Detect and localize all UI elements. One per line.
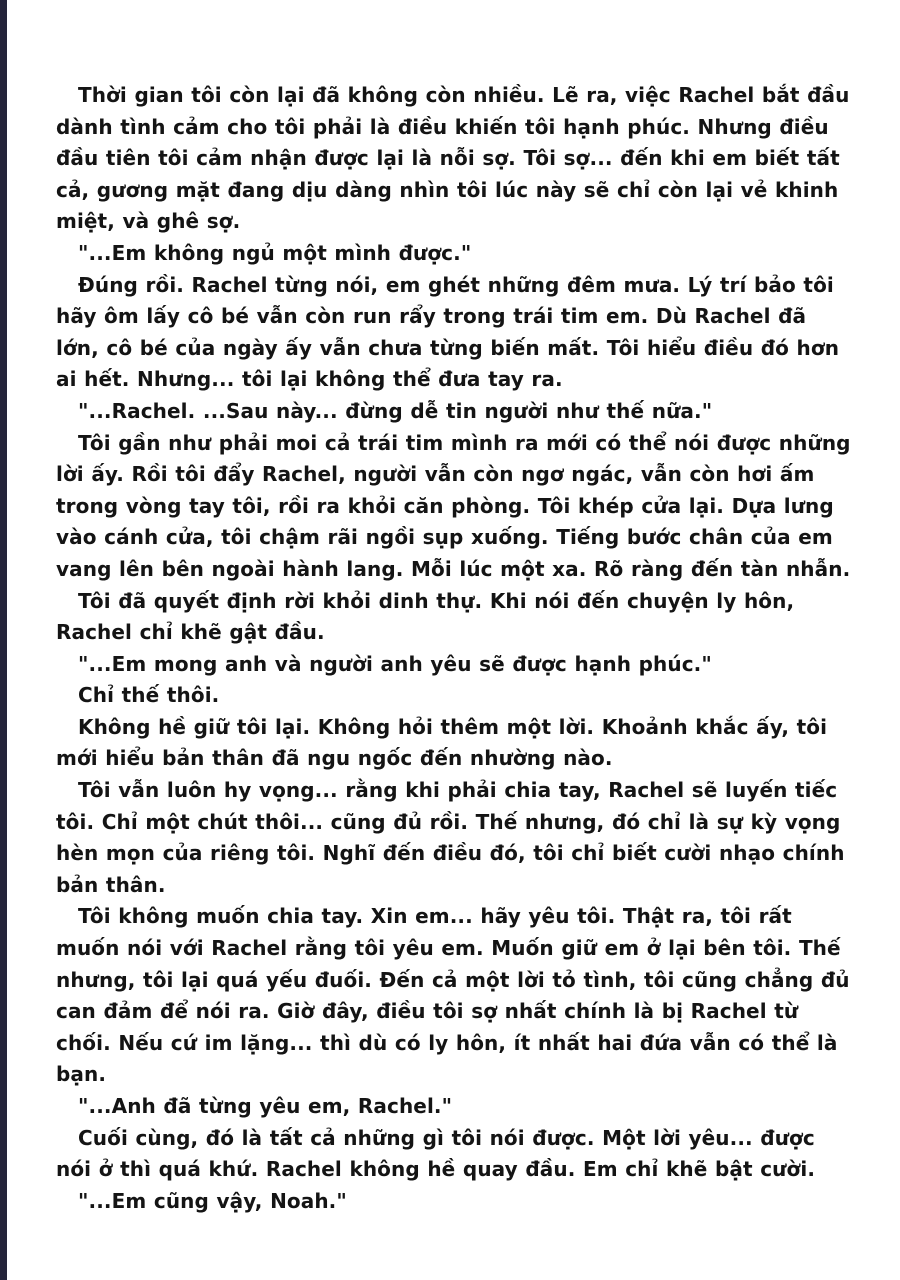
paragraph: Tôi đã quyết định rời khỏi dinh thự. Khi nói đến chuyện ly hôn, Rachel chỉ khẽ gật đầu. bbox=[56, 588, 795, 645]
dialogue-line: "...Em cũng vậy, Noah." bbox=[78, 1188, 347, 1213]
dialogue-line: "...Em mong anh và người anh yêu sẽ được hạnh phúc." bbox=[78, 651, 712, 676]
paragraph: Tôi không muốn chia tay. Xin em... hãy yêu tôi. Thật ra, tôi rất muốn nói với Rachel rằng tôi yêu em. Muốn giữ em ở lại bên tôi. Thế nhưng, tôi lại quá yếu đuối. Đến cả một lời tỏ tình, tôi cũng chẳng đủ can đảm để nói ra. Giờ đây, điều tôi sợ nhất chính là bị Rachel từ chối. Nếu cứ im lặng... thì dù có ly hôn, ít nhất hai đứa vẫn có thể là bạn. bbox=[56, 904, 850, 1087]
paragraph: Đúng rồi. Rachel từng nói, em ghét những đêm mưa. Lý trí bảo tôi hãy ôm lấy cô bé vẫn còn run rẩy trong trái tim em. Dù Rachel đã lớn, cô bé của ngày ấy vẫn chưa từng biến mất. Tôi hiểu điều đó hơn ai hết. Nhưng... tôi lại không thể đưa tay ra. bbox=[56, 272, 840, 392]
paragraph: Không hề giữ tôi lại. Không hỏi thêm một lời. Khoảnh khắc ấy, tôi mới hiểu bản thân đã ngu ngốc đến nhường nào. bbox=[56, 714, 828, 771]
story-text-page bbox=[56, 80, 856, 1217]
paragraph: Thời gian tôi còn lại đã không còn nhiều. Lẽ ra, việc Rachel bắt đầu dành tình cảm cho tôi phải là điều khiến tôi hạnh phúc. Nhưng điều đầu tiên tôi cảm nhận được lại là nỗi sợ. Tôi sợ... đến khi em biết tất cả, gương mặt đang dịu dàng nhìn tôi lúc này sẽ chỉ còn lại vẻ khinh miệt, và ghê sợ. bbox=[56, 83, 850, 234]
paragraph: Tôi gần như phải moi cả trái tim mình ra mới có thể nói được những lời ấy. Rồi tôi đẩy Rachel, người vẫn còn ngơ ngác, vẫn còn hơi ấm trong vòng tay tôi, rồi ra khỏi căn phòng. Tôi khép cửa lại. Dựa lưng vào cánh cửa, tôi chậm rãi ngồi sụp xuống. Tiếng bước chân của em vang lên bên ngoài hành lang. Mỗi lúc một xa. Rõ ràng đến tàn nhẫn. bbox=[56, 430, 851, 581]
dialogue-line: "...Rachel. ...Sau này... đừng dễ tin người như thế nữa." bbox=[78, 398, 713, 423]
paragraph: Tôi vẫn luôn hy vọng... rằng khi phải chia tay, Rachel sẽ luyến tiếc tôi. Chỉ một chút thôi... cũng đủ rồi. Thế nhưng, đó chỉ là sự kỳ vọng hèn mọn của riêng tôi. Nghĩ đến điều đó, tôi chỉ biết cười nhạo chính bản thân. bbox=[56, 778, 845, 897]
dialogue-line: "...Em không ngủ một mình được." bbox=[78, 240, 472, 265]
paragraph: Cuối cùng, đó là tất cả những gì tôi nói được. Một lời yêu... được nói ở thì quá khứ. Rachel không hề quay đầu. Em chỉ khẽ bật cười. bbox=[56, 1125, 816, 1182]
paragraph: Chỉ thế thôi. bbox=[78, 683, 220, 708]
dialogue-line: "...Anh đã từng yêu em, Rachel." bbox=[78, 1094, 453, 1118]
page-left-edge bbox=[0, 0, 7, 1280]
